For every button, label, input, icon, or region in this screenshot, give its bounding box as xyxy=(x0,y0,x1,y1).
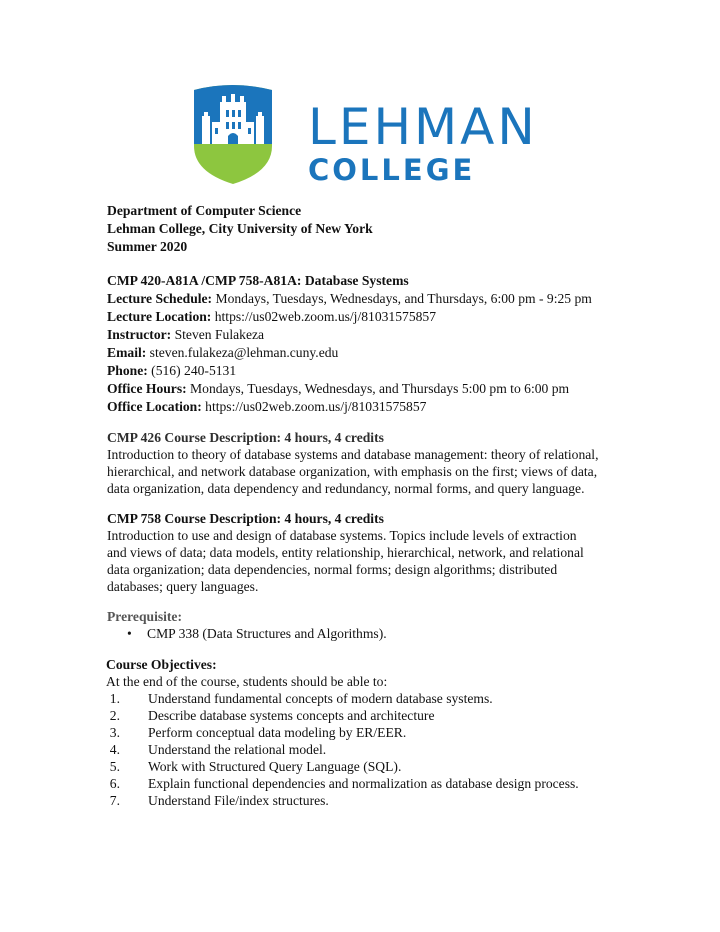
field-office-location: Office Location: https://us02web.zoom.us/j/81031575857 xyxy=(107,399,427,414)
prerequisite-heading: Prerequisite: xyxy=(107,609,182,624)
list-item: 4. Understand the relational model. xyxy=(109,742,327,757)
list-item: 5. Work with Structured Query Language (SQL). xyxy=(109,759,402,774)
list-item: 2. Describe database systems concepts and architecture xyxy=(109,708,435,723)
list-item: 7. Understand File/index structures. xyxy=(109,793,329,808)
objectives-intro: At the end of the course, students should be able to: xyxy=(106,674,388,689)
cmp426-heading: CMP 426 Course Description: 4 hours, 4 credits xyxy=(107,430,384,445)
list-item: 1. Understand fundamental concepts of modern database systems. xyxy=(109,691,493,706)
objectives-list xyxy=(106,690,626,809)
college-name: Lehman College, City University of New York xyxy=(107,221,373,236)
course-info xyxy=(107,272,592,416)
prerequisite-section xyxy=(107,608,627,642)
list-item: 6. Explain functional dependencies and normalization as database design process. xyxy=(109,776,579,791)
department-name: Department of Computer Science xyxy=(107,203,302,218)
document-header xyxy=(107,202,373,256)
prerequisite-item: • CMP 338 (Data Structures and Algorithms). xyxy=(127,626,387,641)
field-lecture-location: Lecture Location: https://us02web.zoom.us/j/81031575857 xyxy=(107,309,437,324)
course-objectives xyxy=(106,656,626,809)
course-title: CMP 420-A81A /CMP 758-A81A: Database Systems xyxy=(107,273,409,288)
field-office-hours: Office Hours: Mondays, Tuesdays, Wednesdays, and Thursdays 5:00 pm to 6:00 pm xyxy=(107,381,570,396)
cmp758-line: and views of data; data models, entity relationship, hierarchical, network, and relational xyxy=(107,545,584,560)
objectives-heading: Course Objectives: xyxy=(106,657,217,672)
field-phone: Phone: (516) 240-5131 xyxy=(107,363,237,378)
term: Summer 2020 xyxy=(107,239,188,254)
cmp426-description xyxy=(107,429,627,497)
cmp426-line: data organization, data dependency and redundancy, normal forms, and query language. xyxy=(107,481,585,496)
cmp426-line: hierarchical, and network database organization, with emphasis on the first; views of data, xyxy=(107,464,598,479)
cmp758-line: databases; query languages. xyxy=(107,579,259,594)
field-email: Email: steven.fulakeza@lehman.cuny.edu xyxy=(107,345,339,360)
lehman-college-logo xyxy=(190,84,540,186)
field-lecture-schedule: Lecture Schedule: Mondays, Tuesdays, Wednesdays, and Thursdays, 6:00 pm - 9:25 pm xyxy=(107,291,592,306)
list-item: 3. Perform conceptual data modeling by ER/EER. xyxy=(109,725,407,740)
bullet-icon: • xyxy=(127,626,132,641)
cmp758-line: data organization; data dependencies, normal forms; design algorithms; distributed xyxy=(107,562,558,577)
field-instructor: Instructor: Steven Fulakeza xyxy=(107,327,265,342)
cmp758-line: Introduction to use and design of database systems. Topics include levels of extraction xyxy=(107,528,577,543)
cmp758-heading: CMP 758 Course Description: 4 hours, 4 credits xyxy=(107,511,384,526)
logo-word-lehman: LEHMAN xyxy=(308,98,538,156)
logo-word-college: COLLEGE xyxy=(308,153,476,186)
cmp426-line: Introduction to theory of database systems and database management: theory of relational, xyxy=(107,447,599,462)
cmp758-description xyxy=(107,510,627,595)
